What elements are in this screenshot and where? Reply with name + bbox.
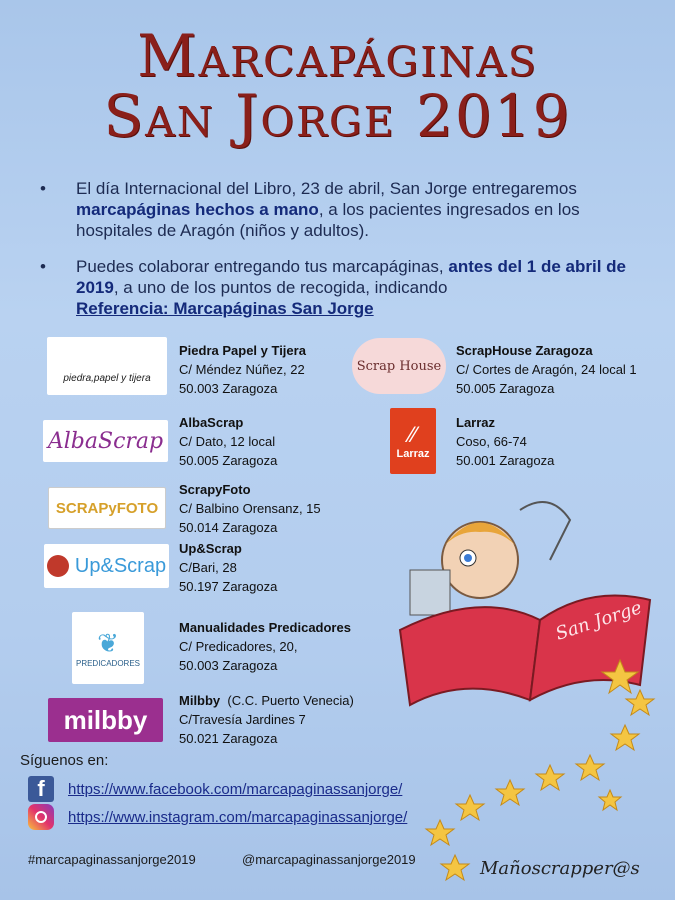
- store-scraphouse: [456, 341, 637, 398]
- store-name: Piedra Papel y Tijera: [179, 343, 306, 358]
- piedra-papel-logo: piedra,papel y tijera: [47, 337, 167, 395]
- instagram-row: [28, 804, 407, 830]
- milbby-logo: milbby: [48, 698, 163, 742]
- albascrap-logo: AlbaScrap: [43, 420, 168, 462]
- bullet-2-text-end: , a uno de los puntos de recogida, indicando: [113, 278, 448, 297]
- handle: @marcapaginassanjorge2019: [242, 852, 416, 867]
- child-head: [442, 522, 518, 598]
- instagram-icon[interactable]: [28, 804, 54, 830]
- follow-label: Síguenos en:: [20, 752, 109, 769]
- bullet-1-bold: marcapáginas hechos a mano: [76, 200, 319, 219]
- bullet-dot: •: [40, 179, 46, 198]
- store-name-extra: (C.C. Puerto Venecia): [227, 693, 354, 708]
- store-address: C/ Dato, 12 local: [179, 434, 276, 449]
- store-address: Coso, 66-74: [456, 434, 527, 449]
- iv-bag: [410, 570, 450, 615]
- store-city: 50.014 Zaragoza: [179, 520, 278, 535]
- facebook-icon[interactable]: f: [28, 776, 54, 802]
- store-albascrap: [179, 413, 277, 470]
- facebook-link[interactable]: https://www.facebook.com/marcapaginassanjorge/: [68, 780, 403, 798]
- bullet-dot: •: [40, 257, 46, 276]
- title-line-1: Marcapáginas: [137, 22, 538, 90]
- store-name: ScrapyFoto: [179, 482, 251, 497]
- iv-tube: [520, 502, 570, 560]
- larraz-logo: ⁄⁄ Larraz: [390, 408, 436, 474]
- store-city: 50.005 Zaragoza: [179, 453, 278, 468]
- instagram-link[interactable]: https://www.instagram.com/marcapaginassanjorge/: [68, 808, 408, 826]
- upscrap-logo: Up&Scrap: [44, 544, 169, 588]
- predicadores-logo: ❦ PREDICADORES: [72, 612, 144, 684]
- butterfly-icon: ❦: [97, 628, 119, 658]
- book-text: San Jorge: [553, 597, 645, 645]
- larraz-mark-icon: ⁄⁄: [409, 422, 417, 447]
- ladybug-icon: [47, 555, 69, 577]
- store-predicadores: [179, 618, 351, 675]
- bullet-1-text: El día Internacional del Libro, 23 de abril, San Jorge entregaremos: [76, 179, 577, 198]
- hashtag: #marcapaginassanjorge2019: [28, 852, 196, 867]
- store-name: ScrapHouse Zaragoza: [456, 343, 593, 358]
- signature: Mañoscrapper@s: [480, 858, 640, 879]
- store-city: 50.005 Zaragoza: [456, 381, 555, 396]
- bullet-2-bold: antes del 1 de abril de 2019: [76, 257, 626, 297]
- scraphouse-logo: Scrap House: [352, 338, 446, 394]
- reference-text: Referencia: Marcapáginas San Jorge: [76, 299, 374, 318]
- store-address: C/ Balbino Orensanz, 15: [179, 501, 321, 516]
- title-line-2: San Jorge 2019: [103, 82, 572, 150]
- store-city: 50.021 Zaragoza: [179, 731, 278, 746]
- bullet-1-text-end: , a los pacientes ingresados en los hospitales de Aragón (niños y adultos).: [76, 200, 580, 240]
- store-name: Up&Scrap: [179, 541, 242, 556]
- store-larraz: [456, 413, 554, 470]
- store-address: C/Bari, 28: [179, 560, 237, 575]
- store-address: C/ Predicadores, 20,: [179, 639, 298, 654]
- facebook-row: [28, 776, 402, 802]
- store-name: Milbby: [179, 693, 221, 708]
- store-city: 50.001 Zaragoza: [456, 453, 555, 468]
- store-name: AlbaScrap: [179, 415, 244, 430]
- book-left-page: [400, 607, 540, 705]
- store-city: 50.197 Zaragoza: [179, 579, 278, 594]
- store-address: C/ Méndez Núñez, 22: [179, 362, 305, 377]
- store-name: Larraz: [456, 415, 496, 430]
- bullet-2-text: Puedes colaborar entregando tus marcapáginas,: [76, 257, 449, 276]
- store-address: C/ Cortes de Aragón, 24 local 1: [456, 362, 637, 377]
- store-milbby: [179, 691, 354, 748]
- store-piedra-papel: [179, 341, 306, 398]
- store-name: Manualidades Predicadores: [179, 620, 351, 635]
- scrapyfoto-logo: SCRAPyFOTO: [48, 487, 166, 529]
- store-city: 50.003 Zaragoza: [179, 658, 278, 673]
- store-upscrap: [179, 539, 277, 596]
- store-scrapyfoto: [179, 480, 321, 537]
- store-address: C/Travesía Jardines 7: [179, 712, 306, 727]
- book-illustration: [370, 490, 670, 890]
- store-city: 50.003 Zaragoza: [179, 381, 278, 396]
